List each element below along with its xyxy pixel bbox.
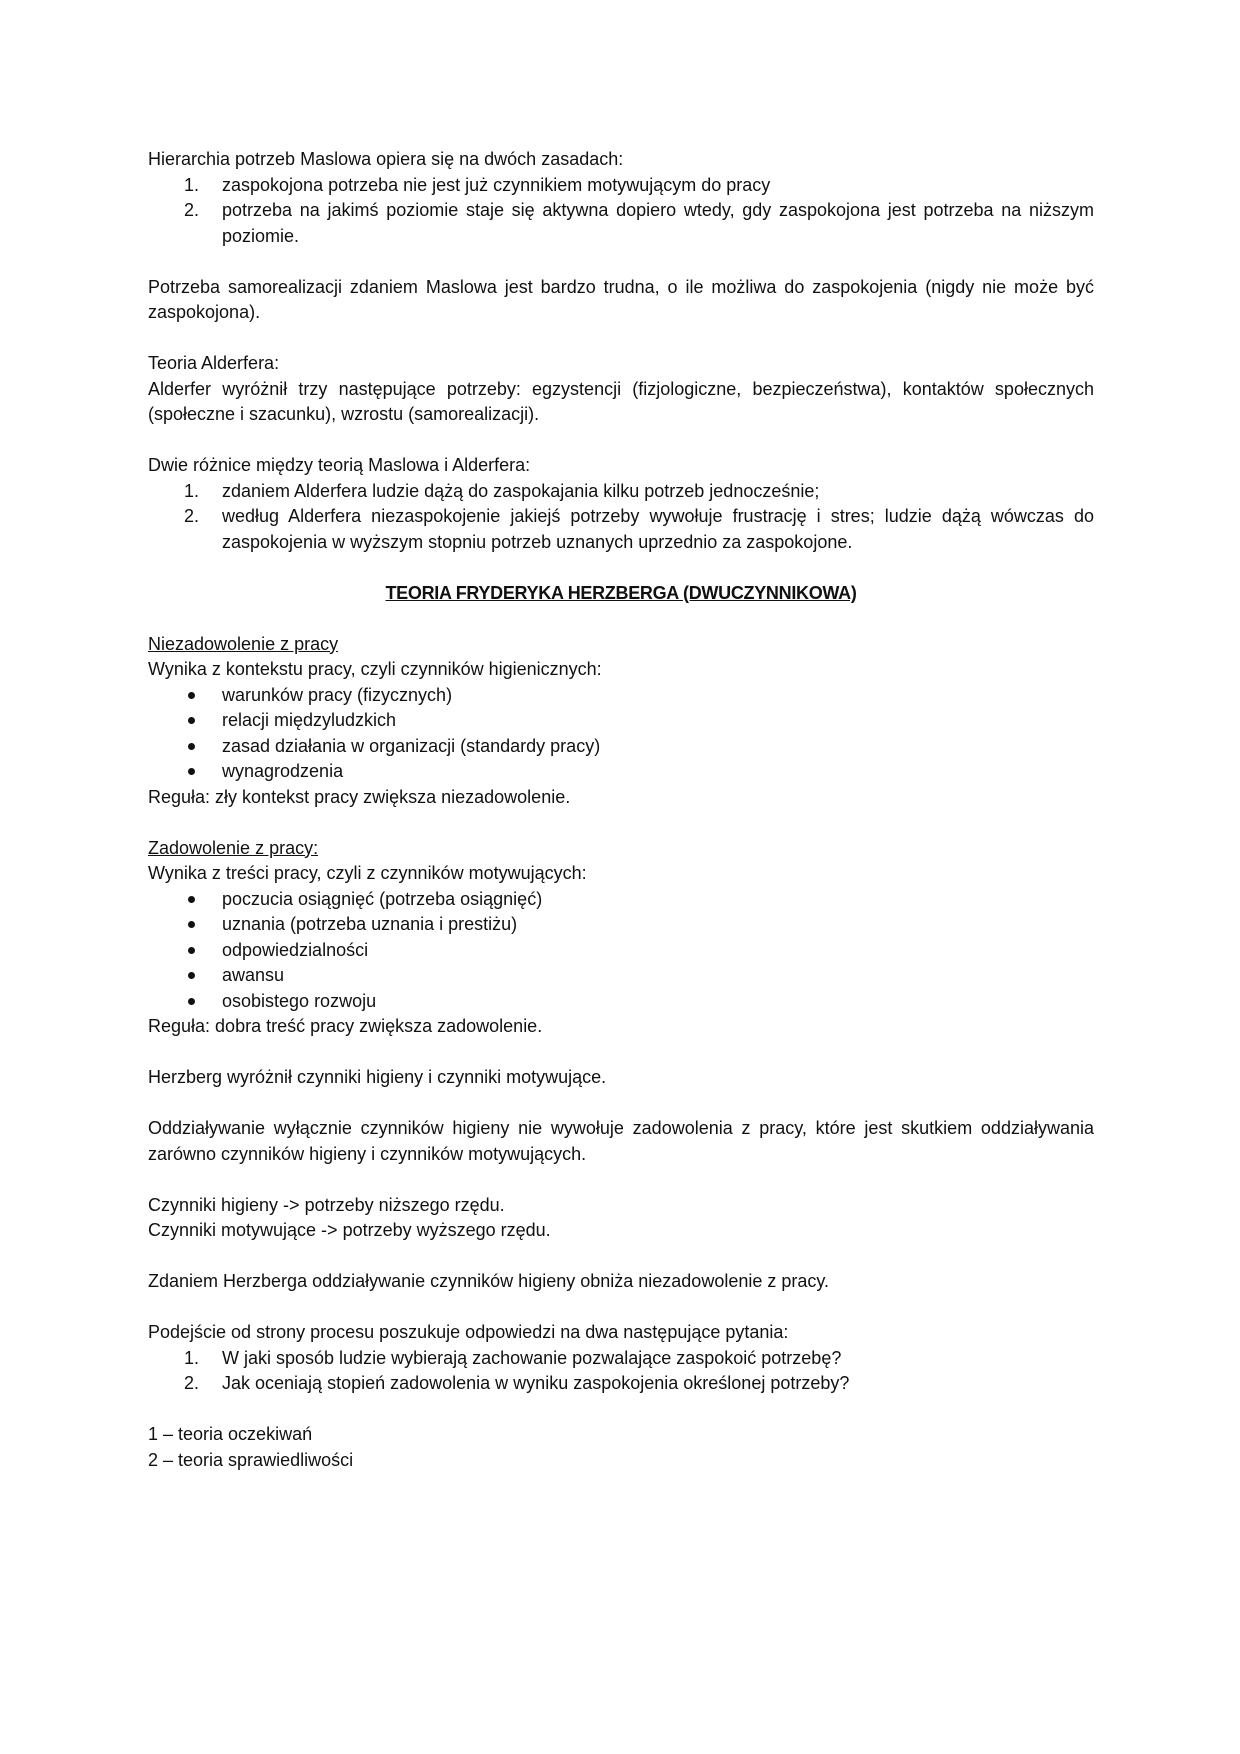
list-item (148, 173, 1094, 199)
list-number: 1. (184, 480, 200, 501)
motivating-needs-line: Czynniki motywujące -> potrzeby wyższego rzędu. (148, 1220, 551, 1240)
bullet-icon (188, 947, 195, 954)
list-item (148, 1346, 1094, 1372)
maslow-principles-list (148, 173, 1094, 250)
list-item (148, 759, 1094, 785)
list-number: 2. (184, 506, 200, 526)
differences-intro: Dwie różnice między teorią Maslowa i Alderfera: (148, 455, 531, 475)
herzberg-heading: TEORIA FRYDERYKA HERZBERGA (DWUCZYNNIKOWA) (385, 582, 857, 603)
herzberg-opinion: Zdaniem Herzberga oddziaływanie czynników higieny obniża niezadowolenie z pracy. (148, 1271, 830, 1291)
list-item-text: potrzeba na jakimś poziomie staje się aktywna dopiero wtedy, gdy zaspokojona jest potrzeba na niższym poziomie. (222, 200, 1094, 246)
list-item-text: uznania (potrzeba uznania i prestiżu) (222, 914, 518, 934)
hygiene-needs-line: Czynniki higieny -> potrzeby niższego rzędu. (148, 1194, 505, 1215)
list-item-text: osobistego rozwoju (222, 990, 377, 1011)
alderfer-paragraph: Alderfer wyróżnił trzy następujące potrzeby: egzystencji (fizjologiczne, bezpieczeństwa), kontaktów społecznych (społeczne i szacunku), wzrostu (samorealizacji). (148, 378, 1094, 424)
list-item-text: zaspokojona potrzeba nie jest już czynnikiem motywującym do pracy (222, 174, 771, 195)
satisfaction-intro: Wynika z treści pracy, czyli z czynników motywujących: (148, 863, 587, 883)
bullet-icon (188, 921, 195, 928)
bullet-icon (188, 768, 195, 775)
dissatisfaction-title: Niezadowolenie z pracy (148, 633, 339, 654)
influence-paragraph: Oddziaływanie wyłącznie czynników higieny nie wywołuje zadowolenia z pracy, które jest skutkiem oddziaływania zarówno czynników higieny i czynników motywujących. (148, 1118, 1094, 1164)
list-item-text: zasad działania w organizacji (standardy pracy) (222, 735, 601, 756)
list-item (148, 963, 1094, 989)
answer-line: 1 – teoria oczekiwań (148, 1424, 313, 1444)
process-questions-list (148, 1346, 1094, 1397)
satisfaction-rule: Reguła: dobra treść pracy zwiększa zadowolenie. (148, 1016, 543, 1036)
factors-paragraph: Herzberg wyróżnił czynniki higieny i czynniki motywujące. (148, 1067, 607, 1087)
bullet-icon (188, 998, 195, 1005)
list-item (148, 708, 1094, 734)
differences-list (148, 479, 1094, 556)
list-item (148, 479, 1094, 505)
list-item-text: W jaki sposób ludzie wybierają zachowanie pozwalające zaspokoić potrzebę? (222, 1347, 842, 1368)
dissatisfaction-rule: Reguła: zły kontekst pracy zwiększa niezadowolenie. (148, 786, 571, 807)
dissatisfaction-intro: Wynika z kontekstu pracy, czyli czynników higienicznych: (148, 659, 602, 679)
answer-line: 2 – teoria sprawiedliwości (148, 1449, 354, 1470)
list-item-text: Jak oceniają stopień zadowolenia w wyniku zaspokojenia określonej potrzeby? (222, 1373, 850, 1393)
list-item-text: poczucia osiągnięć (potrzeba osiągnięć) (222, 888, 543, 909)
list-item (148, 504, 1094, 555)
list-number: 1. (184, 1347, 200, 1368)
self-realization-paragraph: Potrzeba samorealizacji zdaniem Maslowa jest bardzo trudna, o ile możliwa do zaspokojenia (nigdy nie może być zaspokojona). (148, 276, 1094, 322)
bullet-icon (188, 896, 195, 903)
bullet-icon (188, 717, 195, 724)
list-item-text: warunków pracy (fizycznych) (222, 684, 453, 705)
document-body (148, 147, 1094, 1473)
list-item (148, 1371, 1094, 1397)
list-item (148, 198, 1094, 249)
bullet-icon (188, 972, 195, 979)
list-number: 2. (184, 200, 200, 220)
list-item-text: wynagrodzenia (222, 761, 344, 781)
list-item (148, 734, 1094, 760)
list-item (148, 912, 1094, 938)
list-item-text: awansu (222, 965, 285, 985)
alderfer-title: Teoria Alderfera: (148, 353, 280, 373)
list-item-text: zdaniem Alderfera ludzie dążą do zaspokajania kilku potrzeb jednocześnie; (222, 480, 820, 501)
list-item (148, 683, 1094, 709)
hygiene-factors-list (148, 683, 1094, 785)
list-number: 1. (184, 174, 200, 195)
list-item (148, 938, 1094, 964)
list-item-text: według Alderfera niezaspokojenie jakiejś potrzeby wywołuje frustrację i stres; ludzie dążą wówczas do zaspokojenia w wyższym stopniu potrzeb uznanych uprzednio za zaspokojone. (222, 506, 1094, 552)
list-number: 2. (184, 1373, 200, 1393)
satisfaction-title: Zadowolenie z pracy: (148, 837, 319, 858)
process-intro: Podejście od strony procesu poszukuje odpowiedzi na dwa następujące pytania: (148, 1322, 789, 1342)
list-item (148, 989, 1094, 1015)
bullet-icon (188, 743, 195, 750)
motivating-factors-list (148, 887, 1094, 1015)
list-item-text: relacji międzyludzkich (222, 710, 397, 730)
list-item-text: odpowiedzialności (222, 939, 369, 960)
list-item (148, 887, 1094, 913)
maslow-intro: Hierarchia potrzeb Maslowa opiera się na dwóch zasadach: (148, 149, 624, 169)
bullet-icon (188, 692, 195, 699)
